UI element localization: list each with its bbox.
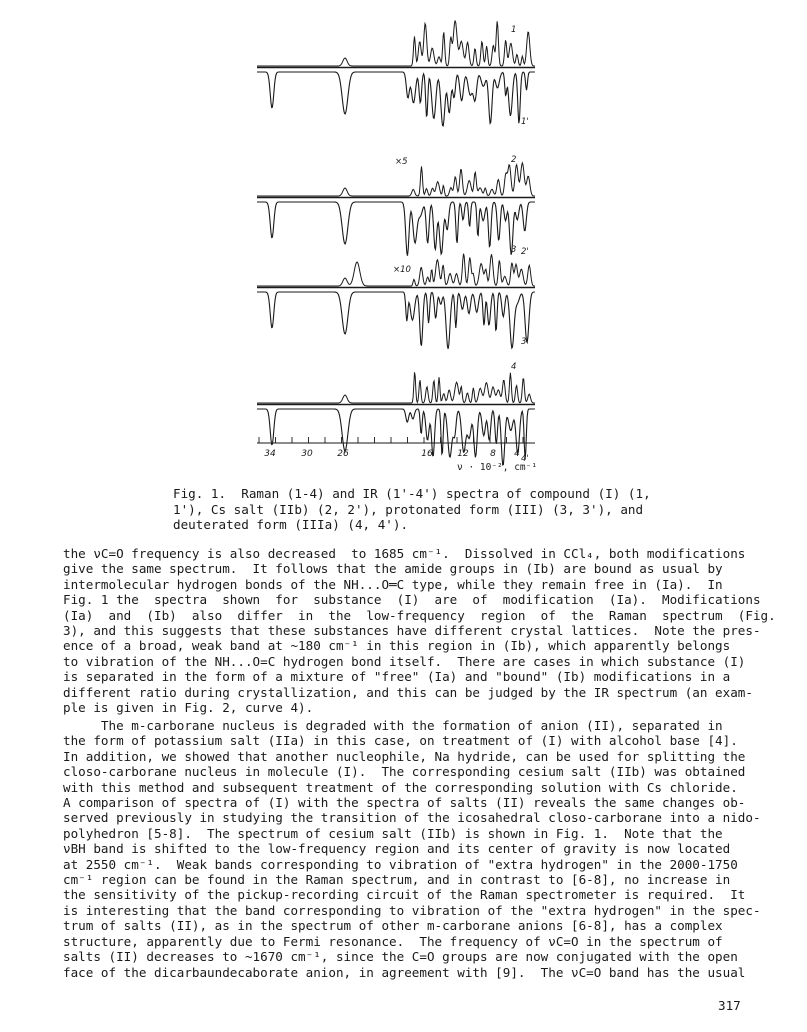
text-line: trum of salts (II), as in the spectrum of other m-carborane anions [6-8], has a complex: [63, 918, 723, 934]
text-line: A comparison of spectra of (I) with the spectra of salts (II) reveals the same changes ob-: [63, 795, 746, 811]
text-line: the form of potassium salt (IIa) in this case, on treatment of (I) with alcohol base [4].: [63, 733, 738, 749]
text-line: Fig. 1 the spectra shown for substance (I) are of modification (Ia). Modifications: [63, 592, 761, 608]
text-line: structure, apparently due to Fermi resonance. The frequency of νC=O in the spectrum of: [63, 933, 723, 949]
curve-label: 3': [521, 337, 529, 347]
paragraph-1: [63, 546, 776, 716]
text-line: (Ia) and (Ib) also differ in the low-frequency region of the Raman spectrum (Fig.: [63, 607, 776, 623]
axis-tick-label: 16: [421, 449, 433, 459]
paragraph-2: [63, 718, 763, 980]
text-line: νBH band is shifted to the low-frequency region and its center of gravity is now located: [63, 841, 731, 857]
axis-tick-label: 4: [514, 449, 520, 459]
figure-caption: [173, 486, 653, 533]
text-line: is separated in the form of a mixture of "free" (Ia) and "bound" (Ib) modifications in a: [63, 669, 731, 685]
curve-label: 2': [521, 247, 529, 257]
text-line: the νC=O frequency is also decreased to 1685 cm⁻¹. Dissolved in CCl₄, both modifications: [63, 546, 746, 561]
text-line: polyhedron [5-8]. The spectrum of cesium salt (IIb) is shown in Fig. 1. Note that the: [63, 825, 723, 841]
axis-tick-label: 30: [301, 449, 313, 459]
text-line: The m-carborane nucleus is degraded with the formation of anion (II), separated in: [63, 718, 723, 733]
text-line: 3), and this suggests that these substances have different crystal lattices. Note the pres-: [63, 623, 761, 639]
spectrum-pair-1: [257, 21, 535, 128]
axis-tick-label: 8: [490, 449, 496, 459]
spectra-figure: [245, 18, 545, 478]
text-line: give the same spectrum. It follows that the amide groups in (Ib) are bound as usual by: [63, 561, 723, 577]
text-line: is interesting that the band corresponding to vibration of the "extra hydrogen" in the spec-: [63, 902, 761, 918]
ir-trace: [257, 72, 535, 126]
axis-tick-label: 34: [264, 449, 276, 459]
caption-line: Fig. 1. Raman (1-4) and IR (1'-4') spectra of compound (I) (1,: [173, 486, 651, 501]
text-line: different ratio during crystallization, and this can be judged by the IR spectrum (an exam-: [63, 684, 753, 700]
curve-label: 2: [511, 155, 517, 165]
spectra-panels: [257, 21, 535, 466]
raman-trace: [257, 372, 535, 403]
text-line: ple is given in Fig. 2, curve 4).: [63, 700, 314, 716]
scale-label: ×5: [395, 157, 408, 167]
wavenumber-axis: [257, 437, 537, 473]
curve-label: 3: [511, 245, 517, 255]
page-number: 317: [718, 998, 741, 1013]
text-line: In addition, we showed that another nucleophile, Na hydride, can be used for splitting the: [63, 748, 746, 764]
curve-label: 1: [511, 25, 517, 35]
axis-tick-label: 12: [457, 449, 469, 459]
text-line: salts (II) decreases to ~1670 cm⁻¹, since the C=O groups are now conjugated with the open: [63, 949, 738, 965]
caption-line: deuterated form (IIIa) (4, 4').: [173, 517, 409, 532]
text-line: served previously in studying the transition of the icosahedral closo-carborane into a nido-: [63, 810, 761, 826]
curve-label: 4': [521, 454, 529, 464]
text-line: to vibration of the NH...O=C hydrogen bond itself. There are cases in which substance (I): [63, 653, 746, 669]
text-line: face of the dicarbaundecaborate anion, in agreement with [9]. The νC=O band has the usual: [63, 964, 746, 980]
axis-unit-label: ν · 10⁻², cm⁻¹: [457, 462, 538, 473]
text-line: intermolecular hydrogen bonds of the NH...O═C type, while they remain free in (Ia). In: [63, 576, 723, 592]
text-line: the sensitivity of the pickup-recording circuit of the Raman spectrometer is required. It: [63, 887, 746, 903]
text-line: with this method and subsequent treatment of the corresponding solution with Cs chloride.: [63, 779, 738, 795]
text-line: ence of a broad, weak band at ~180 cm⁻¹ in this region in (Ib), which apparently belongs: [63, 638, 731, 654]
scale-label: ×10: [393, 265, 411, 275]
caption-line: 1'), Cs salt (IIb) (2, 2'), protonated form (III) (3, 3'), and: [173, 501, 644, 517]
raman-trace: [257, 21, 535, 67]
ir-trace: [257, 202, 535, 256]
spectrum-pair-3: [257, 245, 535, 349]
ir-trace: [257, 292, 535, 349]
text-line: closo-carborane nucleus in molecule (I). The corresponding cesium salt (IIb) was obtained: [63, 764, 746, 780]
axis-tick-label: 26: [337, 449, 349, 459]
text-line: at 2550 cm⁻¹. Weak bands corresponding to vibration of "extra hydrogen" in the 2000-1750: [63, 856, 738, 872]
curve-label: 4: [511, 362, 517, 372]
spectrum-pair-2: [257, 155, 535, 257]
raman-trace: [257, 163, 535, 196]
curve-label: 1': [521, 117, 529, 127]
text-line: cm⁻¹ region can be found in the Raman spectrum, and in contrast to [6-8], no increase in: [63, 872, 731, 888]
